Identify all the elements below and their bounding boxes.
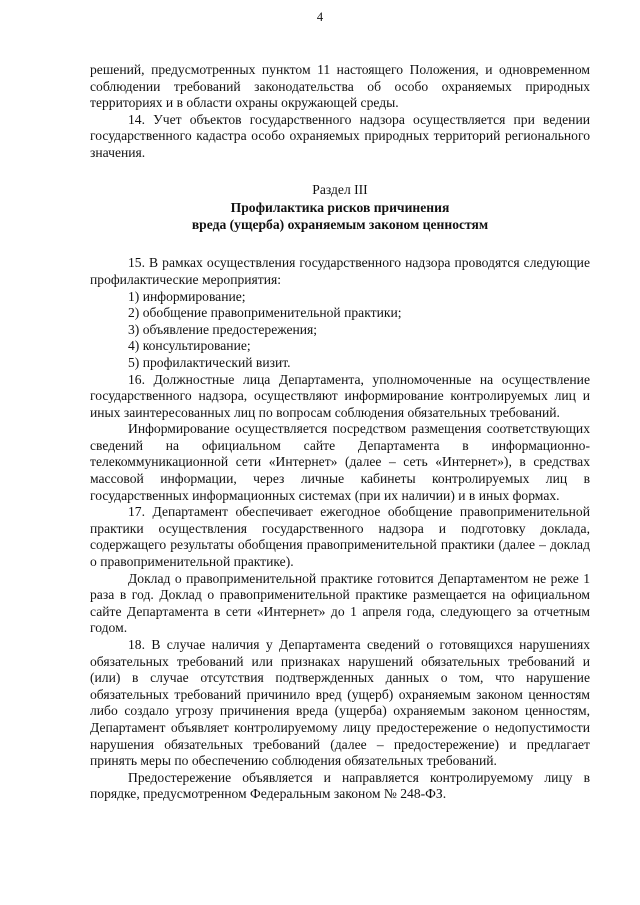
list-item: 2) обобщение правоприменительной практики; [128, 305, 402, 321]
paragraph-18: 18. В случае наличия у Департамента сведений о готовящихся нарушениях обязательных требований или признаках нарушений обязательных требований и (или) в случае отсутствия подтвержденных данных о том, что нарушение обязательных требований причинило вред (ущерб) охраняемым законом ценностям либо создало угрозу причинения вреда (ущерба) охраняемым законом ценностям, Департамент объявляет контролируемому лицу предостережение о недопустимости нарушения обязательных требований (далее – предостережение) и предлагает принять меры по обеспечению соблюдения обязательных требований. [90, 637, 590, 769]
section-title-line-2: вреда (ущерба) охраняемым законом ценностям [191, 216, 489, 232]
list-item: 1) информирование; [128, 288, 246, 304]
paragraph-15: 15. В рамках осуществления государственного надзора проводятся следующие профилактические мероприятия: [90, 255, 590, 287]
page-number: 4 [316, 10, 324, 24]
document-body [90, 62, 590, 803]
section-heading [90, 182, 590, 234]
list-item: 4) консультирование; [128, 338, 251, 354]
list-item: 5) профилактический визит. [128, 354, 291, 370]
paragraph-16-informing: Информирование осуществляется посредством размещения соответствующих сведений на официальном сайте Департамента в информационно-телекоммуникационной сети «Интернет» (далее – сеть «Интернет»), в средствах массовой информации, через личные кабинеты контролируемых лиц в государственных информационных системах (при их наличии) и в иных формах. [90, 421, 590, 503]
paragraph-16: 16. Должностные лица Департамента, уполномоченные на осуществление государственного надзора, осуществляют информирование контролируемых лиц и иных заинтересованных лиц по вопросам соблюдения обязательных требований. [90, 371, 590, 420]
list-item: 3) объявление предостережения; [128, 321, 318, 337]
section-label: Раздел III [312, 181, 368, 197]
paragraph-14: 14. Учет объектов государственного надзора осуществляется при ведении государственного кадастра особо охраняемых природных территорий регионального значения. [90, 111, 590, 160]
section-title-line-1: Профилактика рисков причинения [230, 200, 450, 216]
paragraph-17-report: Доклад о правоприменительной практике готовится Департаментом не реже 1 раза в год. Доклад о правоприменительной практике размещается на официальном сайте Департамента в сети «Интернет» до 1 апреля года, следующего за отчетным годом. [90, 570, 590, 636]
paragraph-18-warning: Предостережение объявляется и направляется контролируемому лицу в порядке, предусмотренном Федеральным законом № 248-ФЗ. [90, 769, 590, 802]
paragraph-17: 17. Департамент обеспечивает ежегодное обобщение правоприменительной практики осуществления государственного надзора и подготовку доклада, содержащего результаты обобщения правоприменительной практики (далее – доклад о правоприменительной практике). [90, 504, 590, 570]
paragraph-continuation: решений, предусмотренных пунктом 11 настоящего Положения, и одновременном соблюдении требований законодательства об особо охраняемых природных территориях и в области охраны окружающей среды. [90, 62, 590, 111]
